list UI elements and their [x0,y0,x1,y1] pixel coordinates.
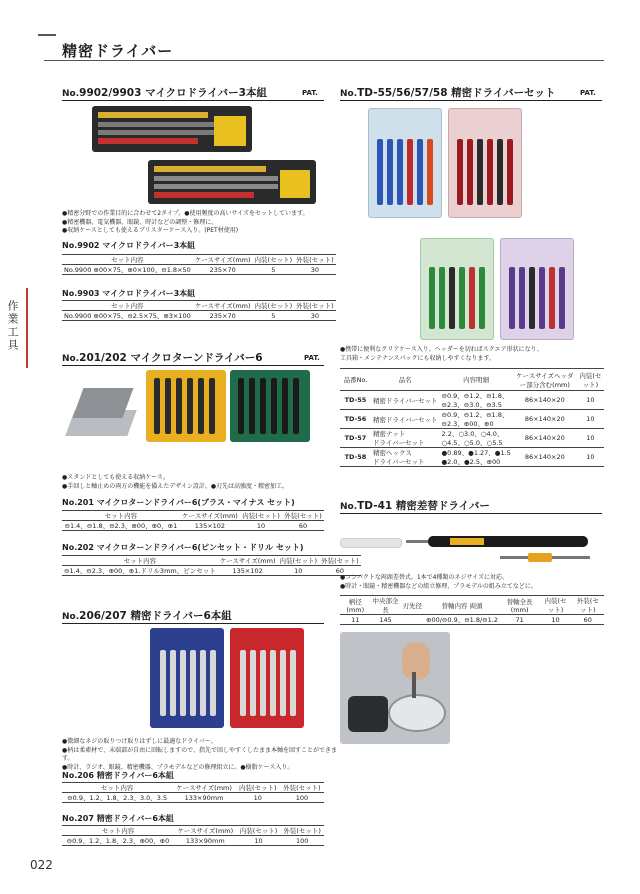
col-header: 内装(セット) [579,371,602,389]
section-heading-201: No.201/202 マイクロターンドライバー6 [62,352,263,364]
col-header: 品名 [398,376,412,384]
product-photo-9902 [92,106,252,152]
table-row: No.9900 ⊕00×75、⊕0×100、⊖1.8×50 235×70 5 30 [62,265,336,275]
product-photo-td56 [448,108,522,218]
bullet-item: ●手回しと軸止めの両方の機能を備えたデザイン設計。●刃先は高強度・精密加工。 [62,482,289,490]
col-header: 替軸全長(mm) [506,597,533,614]
pat-mark: PAT. [302,89,318,97]
col-header: 中央部全長 [372,597,399,614]
col-header: 内装(セット) [254,256,293,264]
bullet-item: ●スタンドとしても使える収納ケース。 [62,474,170,481]
bullet-item: ●携帯に便利なクリアケース入り。ヘッダーを切ればスクエア形状になり、 [340,346,543,353]
table-title-9902: No.9902 マイクロドライバー3本組 [62,241,196,250]
col-header: セット内容 [111,256,144,264]
table-row: ⊖1.4、⊖2.3、⊕00、⊕1.ドリル3mm、ピンセット 135×102 10 60 [62,566,361,576]
bullet-item: ●精密機器、電気機器、眼鏡、時計などの調整・修理に。 [62,218,218,226]
bullet-item: ●時計、ラジオ、眼鏡、精密機器、プラモデルなどの修理組立に。●樹脂ケース入り。 [62,763,294,771]
product-photo-201 [146,370,226,442]
col-header: 外装(セット) [576,597,599,614]
section-heading-206: No.206/207 精密ドライバー6本組 [62,610,232,622]
col-header: 内装(セット) [254,302,293,310]
col-header: 外装(セット) [321,557,359,565]
col-header: 内装(セット) [239,827,278,835]
table-title-202: No.202 マイクロターンドライバー6(ピンセット・ドリル セット) [62,543,304,552]
bullet-item: ●柄は柔素材で、末端部が自由に回転しますので、指先で回しやすくしたまま本軸を回すことができます。 [62,746,337,762]
pat-mark: PAT. [580,89,596,97]
bullet-list-9902 [62,210,332,236]
col-header: 外装(セット) [284,512,322,520]
bullet-list-td41 [340,574,610,591]
table-row: TD-56 精密ドライバーセット ⊖0.9、⊖1.2、⊖1.8、 ⊖2.3、⊕00、⊕0 86×140×20 10 [340,410,604,429]
col-header: ケースサイズヘッダー部分含む(mm) [516,371,574,389]
col-header: 外装(セット) [283,784,321,792]
table-row: 11 145 ⊕00/⊖0.9、⊖1.8/⊖1.2 71 10 60 [340,615,604,625]
col-header: ケースサイズ(mm) [194,302,251,310]
col-header: ケースサイズ(mm) [194,256,251,264]
section-title: 9902/9903 マイクロドライバー3本組 [79,87,267,99]
spec-table-207 [62,825,324,846]
product-photo-201-stand [66,380,136,440]
col-header: ケースサイズ(mm) [219,557,276,565]
bullet-item: ●時計・眼鏡・精密機器などの組立修理、プラモデルの組み立てなどに。 [340,582,537,590]
col-header: 内装(セット) [544,597,567,614]
table-title-206: No.206 精密ドライバー6本組 [62,771,174,780]
pat-mark: PAT. [304,354,320,362]
page-number: 022 [30,858,53,872]
product-photo-207 [230,628,304,728]
product-photo-td41 [340,526,610,566]
bullet-item: ●微細なネジの取りつけ取りはずしに最適なドライバー。 [62,738,217,745]
col-header: セット内容 [100,784,134,792]
spec-table-td41 [340,595,604,625]
spec-table-9903 [62,300,336,321]
table-row: No.9900 ⊕00×75、⊖2.5×75、⊕3×100 235×70 5 30 [62,311,336,321]
spec-table-9902 [62,254,336,275]
bullet-list-td55 [340,346,610,363]
col-header: 柄径(mm) [346,597,365,614]
section-no-prefix: No. [62,89,80,99]
col-header: 替軸内容 両頭 [441,601,483,610]
bullet-item: 工具箱・メンテナンスパックにも収納しやすくなります。 [340,354,496,362]
page-title: 精密ドライバー [62,42,174,60]
table-row: ⊖1.4、⊖1.8、⊖2.3、⊕00、⊕0、⊕1 135×102 10 60 [62,521,324,531]
section-underline [62,365,324,366]
section-heading-td41: No.TD-41 精密差替ドライバー [340,500,490,512]
section-underline [62,100,324,101]
side-label: 作業工具 [6,300,19,352]
spec-table-td [340,368,604,467]
product-photo-td55 [368,108,442,218]
col-header: セット内容 [111,302,144,310]
section-heading-td55: No.TD-55/56/57/58 精密ドライバーセット [340,87,556,99]
section-underline [340,513,602,514]
col-header: セット内容 [104,512,138,520]
table-row: ⊖0.9、1.2、1.8、2.3、3.0、3.5 133×90mm 10 100 [62,793,324,803]
col-header: 外装(セット) [283,827,321,835]
table-row: ⊖0.9、1.2、1.8、2.3、⊕00、⊕0 133×90mm 10 100 [62,836,324,846]
col-header: 内装(セット) [239,784,277,792]
col-header: 内装(セット) [279,557,318,565]
table-title-9903: No.9903 マイクロドライバー3本組 [62,289,196,298]
table-row: TD-55 精密ドライバーセット ⊖0.9、⊖1.2、⊖1.8、 ⊖2.3、⊖3.0、⊖3.5 86×140×20 10 [340,391,604,410]
spec-table-202 [62,555,361,576]
section-heading-9902 [62,85,267,100]
col-header: 外装(セット) [296,256,334,264]
col-header: 内容明細 [463,376,490,384]
bullet-item: ●コンパクトな両頭差替式。1本で4種類のネジサイズに対応。 [340,574,508,581]
product-photo-202 [230,370,310,442]
section-underline [340,100,602,101]
title-corner-mark [38,34,56,36]
table-title-207: No.207 精密ドライバー6本組 [62,814,174,823]
title-divider [44,60,604,61]
spec-table-201 [62,510,324,531]
col-header: 刃先径 [402,601,423,610]
product-photo-td58 [500,238,574,340]
spec-table-206 [62,782,324,803]
table-row: TD-57 精密ナット ドライバーセット 2.2、○3.0、○4.0、 ○4.5、○5.0、○5.5 86×140×20 10 [340,429,604,448]
product-photo-9903 [148,160,316,204]
product-photo-td57 [420,238,494,340]
col-header: ケースサイズ(mm) [177,827,234,835]
col-header: 内装(セット) [242,512,280,520]
col-header: セット内容 [123,557,157,565]
bullet-item: ●収納ケースとしても使えるブリスターケース入り。(PET材使用) [62,227,239,234]
product-photo-206 [150,628,224,728]
usage-photo [340,632,450,744]
section-underline [62,623,324,624]
col-header: 外装(セット) [296,302,334,310]
col-header: ケースサイズ(mm) [182,512,238,520]
bullet-list-206 [62,738,337,772]
col-header: セット内容 [101,827,135,835]
bullet-list-201 [62,474,332,491]
table-row: TD-58 精密ヘックス ドライバーセット ●0.89、●1.27、●1.5 ●2.0、●2.5、⊕00 86×140×20 10 [340,448,604,467]
col-header: ケースサイズ(mm) [176,784,232,792]
bullet-item: ●精密分野での作業目的に合わせて2タイプ。●使用頻度の高いサイズをセットしています。 [62,210,309,217]
col-header: 品番No. [343,376,368,384]
table-title-201: No.201 マイクロターンドライバー6(プラス・マイナス セット) [62,498,295,507]
